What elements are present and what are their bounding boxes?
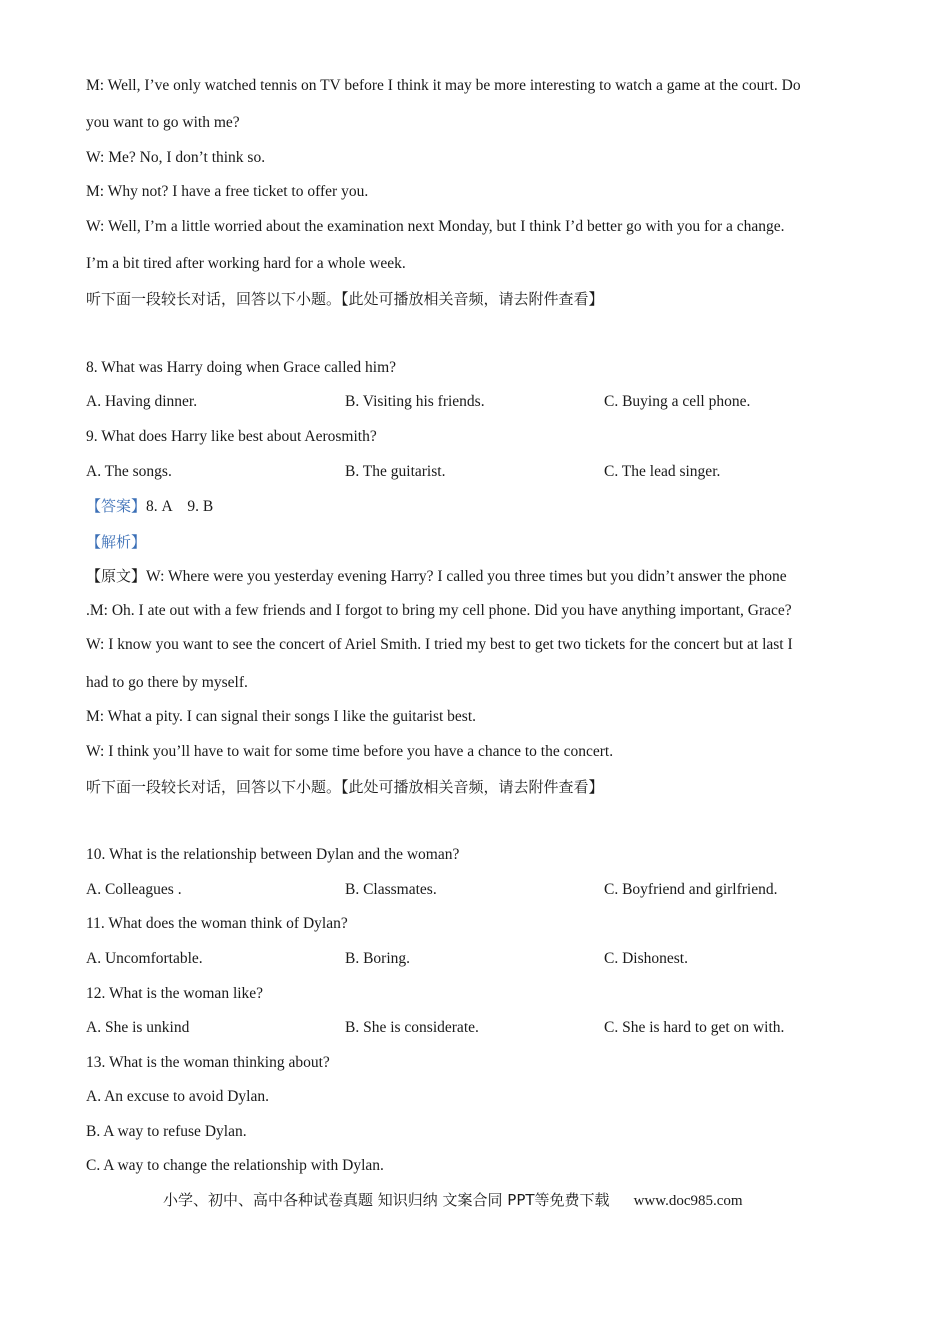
option-a: A. Uncomfortable. xyxy=(86,950,203,967)
option-a: A. She is unkind xyxy=(86,1019,190,1036)
transcript-line: W: Me? No, I don’t think so. xyxy=(86,149,266,166)
transcript-line: .M: Oh. I ate out with a few friends and I forgot to bring my cell phone. Did you have anything important, Grace? xyxy=(86,602,792,619)
option-c: C. A way to change the relationship with Dylan. xyxy=(86,1157,384,1174)
transcript-line: had to go there by myself. xyxy=(86,674,248,691)
option-a: A. The songs. xyxy=(86,463,172,480)
option-c: C. She is hard to get on with. xyxy=(604,1019,785,1036)
transcript-line: M: Well, I’ve only watched tennis on TV before I think it may be more interesting to watch a game at the court. Do xyxy=(86,77,801,94)
option-b: B. Classmates. xyxy=(345,881,437,898)
original-text-label: 【原文】 xyxy=(86,567,147,585)
question-13: 13. What is the woman thinking about? xyxy=(86,1054,330,1071)
question-11: 11. What does the woman think of Dylan? xyxy=(86,915,348,932)
option-a: A. Having dinner. xyxy=(86,393,198,410)
transcript-line: W: Well, I’m a little worried about the examination next Monday, but I think I’d better go with you for a change. xyxy=(86,218,785,235)
transcript-line: M: Why not? I have a free ticket to offer you. xyxy=(86,183,369,200)
answer-text: 8. A 9. B xyxy=(146,498,214,515)
option-a: A. An excuse to avoid Dylan. xyxy=(86,1088,269,1105)
analysis-label: 【解析】 xyxy=(86,533,147,551)
transcript-line: M: What a pity. I can signal their songs I like the guitarist best. xyxy=(86,708,477,725)
listening-instruction: 听下面一段较长对话，回答以下小题。【此处可播放相关音频，请去附件查看】 xyxy=(86,290,604,308)
transcript-line: W: Where were you yesterday evening Harry? I called you three times but you didn’t answer the phone xyxy=(146,568,787,585)
transcript-line: you want to go with me? xyxy=(86,114,240,131)
option-b: B. Visiting his friends. xyxy=(345,393,485,410)
question-10: 10. What is the relationship between Dylan and the woman? xyxy=(86,846,460,863)
transcript2-first-line xyxy=(86,566,787,587)
footer-url[interactable]: www.doc985.com xyxy=(633,1193,743,1209)
transcript-line: I’m a bit tired after working hard for a whole week. xyxy=(86,255,406,272)
transcript-line: W: I know you want to see the concert of Ariel Smith. I tried my best to get two tickets for the concert but at last I xyxy=(86,636,793,653)
answer-label: 【答案】 xyxy=(86,497,147,515)
option-b: B. A way to refuse Dylan. xyxy=(86,1123,247,1140)
option-c: C. Boyfriend and girlfriend. xyxy=(604,881,778,898)
option-c: C. Dishonest. xyxy=(604,950,688,967)
transcript-line: W: I think you’ll have to wait for some time before you have a chance to the concert. xyxy=(86,743,614,760)
option-b: B. The guitarist. xyxy=(345,463,446,480)
question-9: 9. What does Harry like best about Aerosmith? xyxy=(86,428,377,445)
question-12: 12. What is the woman like? xyxy=(86,985,264,1002)
option-c: C. Buying a cell phone. xyxy=(604,393,751,410)
option-b: B. She is considerate. xyxy=(345,1019,479,1036)
page-footer xyxy=(163,1190,743,1211)
listening-instruction: 听下面一段较长对话，回答以下小题。【此处可播放相关音频，请去附件查看】 xyxy=(86,778,604,796)
option-b: B. Boring. xyxy=(345,950,411,967)
option-c: C. The lead singer. xyxy=(604,463,721,480)
question-8: 8. What was Harry doing when Grace called him? xyxy=(86,359,397,376)
footer-text: 小学、初中、高中各种试卷真题 知识归纳 文案合同 PPT等免费下载 xyxy=(163,1191,610,1209)
option-a: A. Colleagues . xyxy=(86,881,182,898)
answer-line xyxy=(86,496,213,517)
